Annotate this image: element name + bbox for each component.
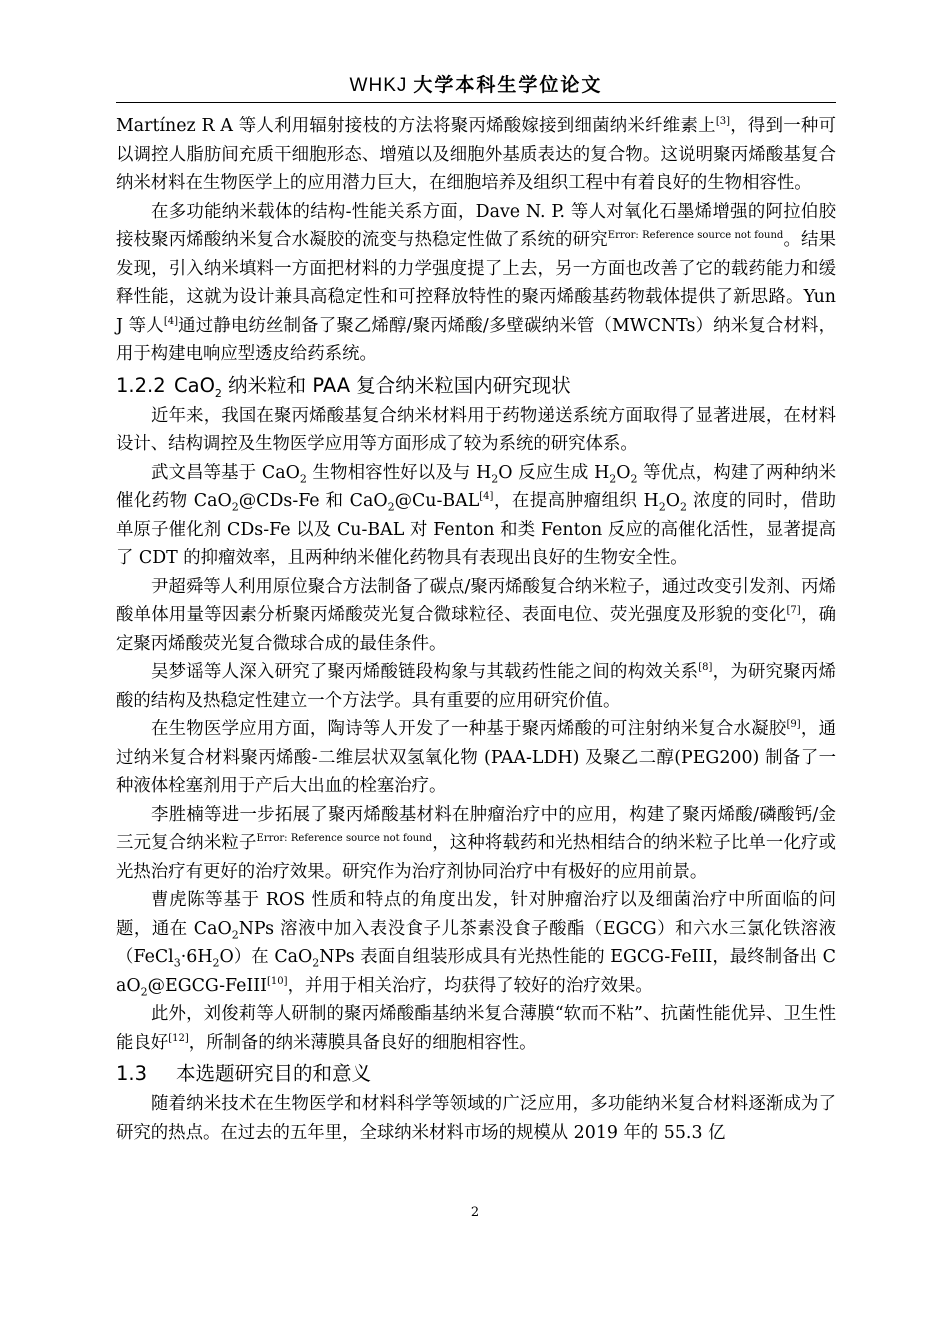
subscript: 2 (630, 471, 638, 485)
subscript: 3 (173, 956, 181, 970)
text-run: 李胜楠等进一步拓展了聚丙烯酸基材料在肿瘤治疗中的应用，构建了聚丙烯酸/磷酸钙/金三元复合纳米粒子 (116, 804, 836, 853)
paragraph-11: 随着纳米技术在生物医学和材料科学等领域的广泛应用，多功能纳米复合材料逐渐成为了研究的热点。在过去的五年里，全球纳米材料市场的规模从 2019 年的 55.3 亿 (116, 1094, 836, 1143)
text-run: @EGCG-FeIII (147, 975, 268, 996)
heading-number: 1.3 (116, 1062, 148, 1085)
citation-error: Error: Reference source not found (607, 230, 784, 242)
text-run: 通过静电纺丝制备了聚乙烯醇/聚丙烯酸/多壁碳纳米管（MWCNTs）纳米复合材料，用于构建电响应型透皮给药系统。 (116, 315, 837, 364)
paragraph-1 (116, 112, 836, 198)
text-run: 武文昌等基于 CaO (151, 462, 300, 483)
text-run: 吴梦谣等人深入研究了聚丙烯酸链段构象与其载药性能之间的构效关系 (151, 662, 699, 682)
heading-text: CaO (174, 373, 215, 397)
citation: [10] (267, 975, 288, 987)
citation: [12] (168, 1032, 189, 1044)
text-run: O (616, 462, 631, 483)
paragraph-8 (116, 801, 836, 887)
text-run: 曹虎陈等基于 ROS 性质和特点的角度出发，针对肿瘤治疗以及细菌治疗中所面临的问题，通在 CaO (116, 890, 836, 939)
paragraph-4 (116, 459, 836, 573)
text-run: O 反应生成 H (498, 462, 610, 483)
section-heading-1-3 (116, 1059, 836, 1089)
text-run: ·6H (180, 947, 213, 967)
citation: [7] (786, 605, 801, 617)
text-run: ，并用于相关治疗，均获得了较好的治疗效果。 (287, 975, 653, 996)
subscript: 2 (609, 471, 617, 485)
body-content (116, 112, 836, 1147)
text-run: 等优点，构建了两种纳米催化药物 CaO (116, 462, 836, 511)
citation: [3] (715, 116, 730, 128)
subscript: 2 (491, 471, 499, 485)
paragraph-7 (116, 715, 836, 801)
subscript: 2 (231, 500, 239, 514)
text-run: NPs 表面自组装形成具有光热性能的 EGCG-FeIII，最终制备出 CaO (116, 947, 836, 996)
subscript: 2 (212, 956, 220, 970)
citation: [4] (163, 315, 178, 327)
text-run: 生物相容性好以及与 H (306, 462, 492, 483)
text-run: ，得到一种可以调控人脂肪间充质干细胞形态、增殖以及细胞外基质表达的复合物。这说明聚丙烯酸基复合纳米材料在生物医学上的应用潜力巨大，在细胞培养及组织工程中有着良好的生物相容性。 (116, 116, 836, 193)
subscript: 2 (312, 956, 320, 970)
subscript: 2 (140, 984, 148, 998)
citation: [4] (479, 491, 494, 503)
section-heading-1-2-2 (116, 371, 836, 401)
paragraph-3: 近年来，我国在聚丙烯酸基复合纳米材料用于药物递送系统方面取得了显著进展，在材料设计、结构调控及生物医学应用等方面形成了较为系统的研究体系。 (116, 405, 836, 454)
text-run: ，为研究聚丙烯酸的结构及热稳定性建立一个方法学。具有重要的应用研究价值。 (116, 662, 836, 711)
heading-text: 纳米粒和 PAA 复合纳米粒国内研究现状 (221, 373, 571, 397)
citation: [9] (786, 719, 801, 731)
text-run: O (665, 491, 680, 511)
text-run: 在多功能纳米载体的结构-性能关系方面，Dave N. P. 等人对氧化石墨烯增强的阿拉伯胶接枝聚丙烯酸纳米复合水凝胶的流变与热稳定性做了系统的研究 (116, 201, 836, 250)
paragraph-5 (116, 573, 836, 659)
heading-number: 1.2.2 (116, 373, 166, 397)
subscript: 2 (387, 500, 395, 514)
paragraph-9 (116, 886, 836, 1000)
text-run: O）在 CaO (219, 947, 313, 967)
text-run: ，在提高肿瘤组织 H (493, 491, 659, 511)
text-run: 浓度的同时，借助单原子催化剂 CDs-Fe 以及 Cu-BAL 对 Fenton 和类 Fenton 反应的高催化活性，显著提高了 CDT 的抑瘤效率，且两种纳米催化药物具有表现出良好的生物安全性。 (116, 491, 836, 568)
text-run: 。结果发现，引入纳米填料一方面把材料的力学强度提了上去，另一方面也改善了它的载药能力和缓释性能，这就为设计兼具高稳定性和可控释放特性的聚丙烯酸基药物载体提供了新思路。Yun J 等人 (116, 230, 836, 336)
citation-error: Error: Reference source not found (256, 833, 433, 845)
subscript: 2 (299, 471, 307, 485)
page-number: 2 (470, 1205, 480, 1220)
paragraph-2 (116, 198, 836, 369)
subscript: 2 (679, 500, 687, 514)
text-run: ，这种将载药和光热相结合的纳米粒子比单一化疗或光热治疗有更好的治疗效果。研究作为治疗剂协同治疗中有极好的应用前景。 (116, 833, 836, 882)
text-run: Martínez R A 等人利用辐射接枝的方法将聚丙烯酸嫁接到细菌纳米纤维素上 (116, 116, 716, 136)
subscript: 2 (231, 927, 239, 941)
text-run: ，所制备的纳米薄膜具备良好的细胞相容性。 (188, 1032, 537, 1053)
text-run: 尹超舜等人利用原位聚合方法制备了碳点/聚丙烯酸复合纳米粒子，通过改变引发剂、丙烯酸单体用量等因素分析聚丙烯酸荧光复合微球粒径、表面电位、荧光强度及形貌的变化 (116, 576, 836, 625)
text-run: 在生物医学应用方面，陶诗等人开发了一种基于聚丙烯酸的可注射纳米复合水凝胶 (151, 719, 787, 739)
text-run: ，确定聚丙烯酸荧光复合微球合成的最佳条件。 (116, 605, 836, 654)
text-run: @CDs-Fe 和 CaO (238, 491, 388, 511)
heading-text: 本选题研究目的和意义 (176, 1062, 372, 1085)
page-header (116, 72, 836, 99)
subscript: 2 (658, 500, 666, 514)
text-run: 此外，刘俊莉等人研制的聚丙烯酸酯基纳米复合薄膜“软而不粘”、抗菌性能优异、卫生性能良好 (116, 1004, 836, 1053)
subscript: 2 (214, 386, 222, 400)
paragraph-6 (116, 658, 836, 715)
header-title: 大学本科生学位论文 (413, 74, 603, 96)
paragraph-10 (116, 1000, 836, 1057)
header-code: WHKJ (349, 75, 408, 96)
text-run: ，通过纳米复合材料聚丙烯酸-二维层状双氢氧化物 (PAA-LDH) 及聚乙二醇(PEG200) 制备了一种液体栓塞剂用于产后大出血的栓塞治疗。 (116, 719, 836, 796)
text-run: NPs 溶液中加入表没食子儿茶素没食子酸酯（EGCG）和六水三氯化铁溶液（FeCl (116, 918, 836, 967)
citation: [8] (698, 662, 713, 674)
header-rule (116, 102, 836, 103)
text-run: @Cu-BAL (394, 491, 480, 511)
